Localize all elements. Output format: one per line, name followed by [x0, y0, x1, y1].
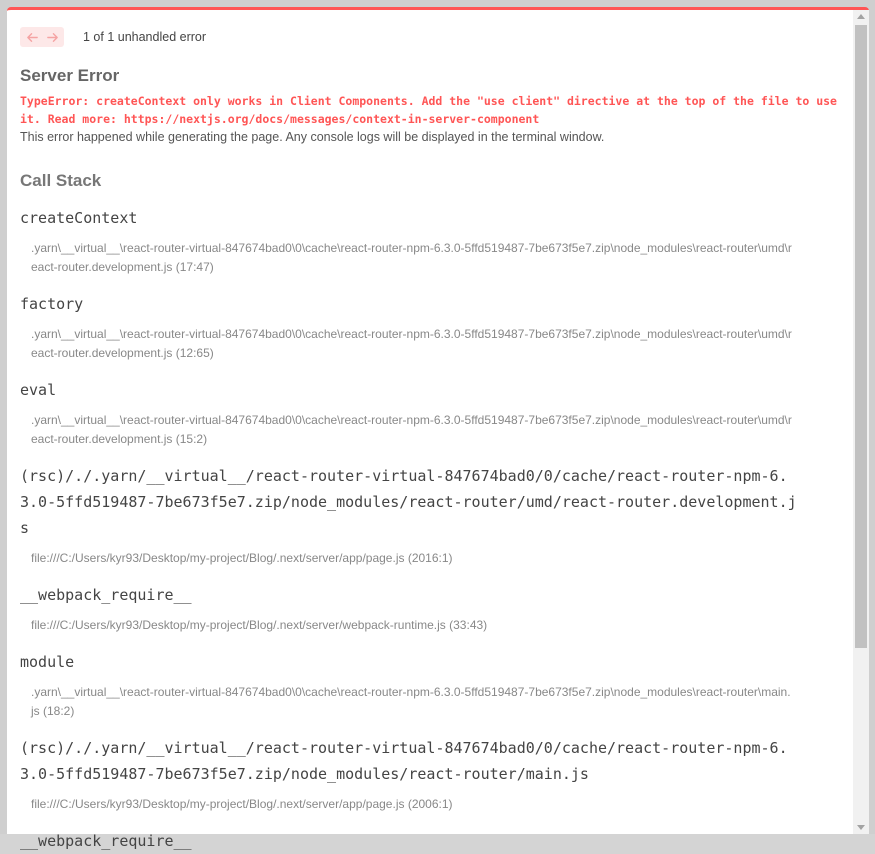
error-dialog: [7, 7, 869, 850]
stack-frame[interactable]: [20, 649, 853, 721]
frame-location[interactable]: file:///C:/Users/kyr93/Desktop/my-project/Blog/.next/server/app/page.js (2006:1): [31, 797, 453, 811]
frame-location[interactable]: .yarn\__virtual__\react-router-virtual-847674bad0\0\cache\react-router-npm-6.3.0-5ffd519487-7be673f5e7.zip\node_modules\react-router\umd\react-router.development.js (12:65): [31, 327, 792, 360]
stack-frame[interactable]: [20, 735, 853, 814]
error-title: Server Error: [20, 66, 120, 85]
call-stack-heading: Call Stack: [20, 171, 102, 190]
stack-frame[interactable]: [20, 582, 853, 635]
error-nav-buttons: [20, 27, 64, 47]
frame-location[interactable]: .yarn\__virtual__\react-router-virtual-847674bad0\0\cache\react-router-npm-6.3.0-5ffd519487-7be673f5e7.zip\node_modules\react-router\umd\react-router.development.js (15:2): [31, 413, 792, 446]
call-stack-list: [20, 205, 853, 854]
frame-function: (rsc)/./.yarn/__virtual__/react-router-virtual-847674bad0/0/cache/react-router-npm-6.3.0-5ffd519487-7be673f5e7.zip/node_modules/react-router/umd/react-router.development.js: [20, 467, 797, 537]
error-note: This error happened while generating the page. Any console logs will be displayed in the terminal window.: [20, 130, 605, 144]
frame-function: factory: [20, 295, 84, 313]
stack-frame[interactable]: [20, 463, 853, 568]
scroll-down-icon[interactable]: [857, 825, 865, 830]
next-error-button[interactable]: [42, 27, 62, 47]
frame-location[interactable]: file:///C:/Users/kyr93/Desktop/my-project/Blog/.next/server/app/page.js (2016:1): [31, 551, 453, 565]
frame-function: (rsc)/./.yarn/__virtual__/react-router-virtual-847674bad0/0/cache/react-router-npm-6.3.0-5ffd519487-7be673f5e7.zip/node_modules/react-router/main.js: [20, 739, 788, 783]
error-pagination: [20, 26, 853, 48]
arrow-right-icon: [46, 31, 59, 44]
previous-error-button[interactable]: [22, 27, 42, 47]
frame-function: eval: [20, 381, 57, 399]
stack-frame[interactable]: [20, 828, 853, 854]
error-count: 1 of 1 unhandled error: [83, 30, 207, 44]
dialog-content: [7, 10, 853, 850]
arrow-left-icon: [26, 31, 39, 44]
scrollbar-thumb[interactable]: [855, 25, 867, 648]
stack-frame[interactable]: [20, 377, 853, 449]
scroll-up-icon[interactable]: [857, 14, 865, 19]
frame-location[interactable]: .yarn\__virtual__\react-router-virtual-847674bad0\0\cache\react-router-npm-6.3.0-5ffd519487-7be673f5e7.zip\node_modules\react-router\umd\react-router.development.js (17:47): [31, 241, 792, 274]
frame-function: __webpack_require__: [20, 586, 192, 604]
error-message[interactable]: TypeError: createContext only works in Client Components. Add the "use client" directive at the top of the file to use it. Read more: https://nextjs.org/docs/messages/context-in-server-component: [20, 94, 837, 126]
stack-frame[interactable]: [20, 291, 853, 363]
frame-location[interactable]: .yarn\__virtual__\react-router-virtual-847674bad0\0\cache\react-router-npm-6.3.0-5ffd519487-7be673f5e7.zip\node_modules\react-router\main.js (18:2): [31, 685, 791, 718]
frame-location[interactable]: file:///C:/Users/kyr93/Desktop/my-project/Blog/.next/server/webpack-runtime.js (33:43): [31, 618, 488, 632]
frame-function: createContext: [20, 209, 138, 227]
stack-frame[interactable]: [20, 205, 853, 277]
frame-function: __webpack_require__: [20, 832, 192, 850]
frame-function: module: [20, 653, 75, 671]
vertical-scrollbar[interactable]: [853, 10, 869, 834]
